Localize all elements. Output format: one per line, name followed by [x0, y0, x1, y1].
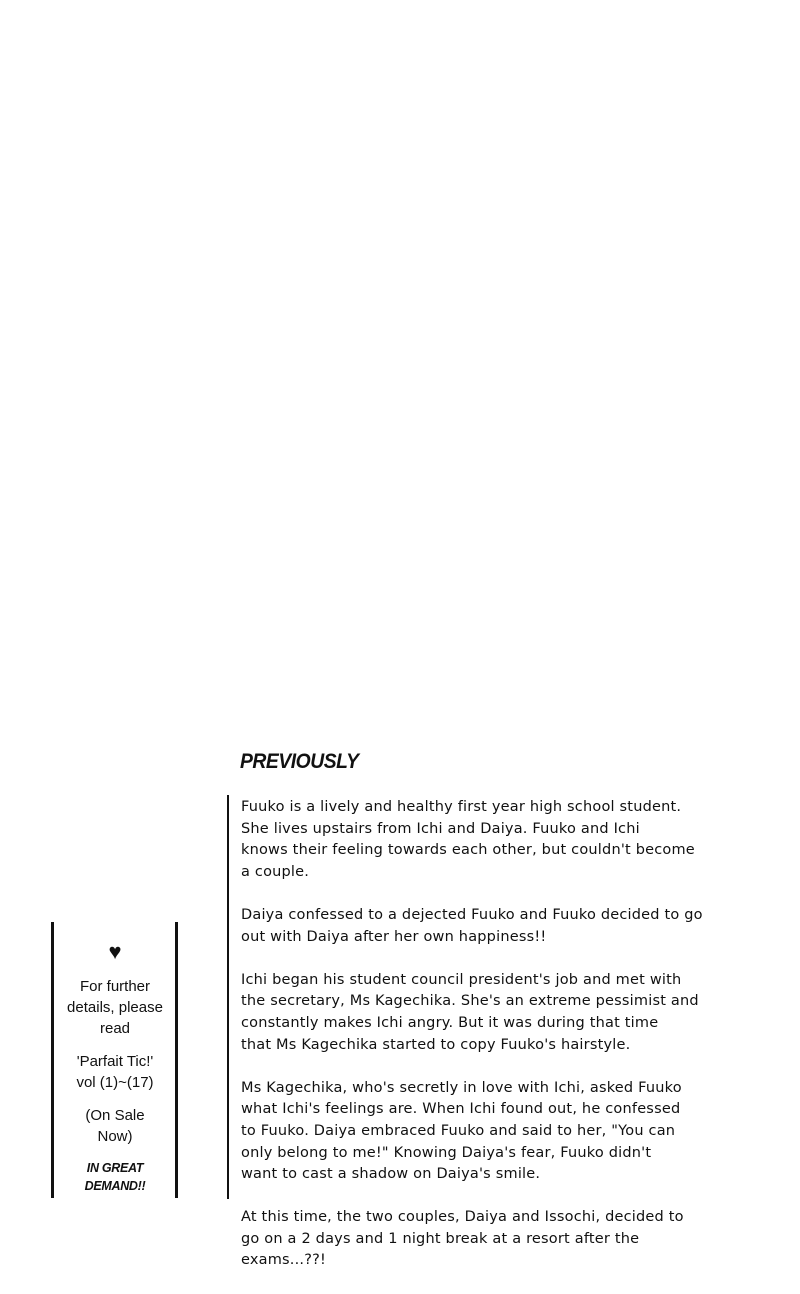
text-line: exams...??! [241, 1252, 327, 1269]
synopsis-text [241, 797, 761, 1294]
text-line: want to cast a shadow on Daiya's smile. [241, 1166, 541, 1183]
text-line: a couple. [241, 863, 310, 880]
text-line: Fuuko is a lively and healthy first year high school student. [241, 799, 682, 815]
text-line: to Fuuko. Daiya embraced Fuuko and said to her, "You can [241, 1122, 676, 1139]
text-line: what Ichi's feelings are. When Ichi found out, he confessed [241, 1101, 681, 1118]
text-line: Daiya confessed to a dejected Fuuko and Fuuko decided to go [241, 906, 703, 923]
text-line: details, please [67, 999, 163, 1016]
text-line: (On Sale [85, 1107, 145, 1124]
text-line: knows their feeling towards each other, but couldn't become [241, 842, 695, 859]
text-line: Now) [97, 1128, 133, 1145]
text-divider-line [227, 795, 229, 1199]
text-line: At this time, the two couples, Daiya and Issochi, decided to [241, 1209, 684, 1226]
text-line: that Ms Kagechika started to copy Fuuko's hairstyle. [241, 1036, 631, 1053]
paragraph [241, 1078, 761, 1186]
series-info-box [56, 940, 174, 1195]
text-line: DEMAND!! [84, 1179, 146, 1193]
text-line: She lives upstairs from Ichi and Daiya. Fuuko and Ichi [241, 820, 640, 837]
text-line: 'Parfait Tic!' [76, 1053, 154, 1070]
text-line: Ichi began his student council president's job and met with [241, 971, 682, 988]
text-line: out with Daiya after her own happiness!! [241, 928, 547, 945]
heart-icon: ♥ [108, 939, 122, 964]
text-line: IN GREAT [86, 1161, 144, 1175]
text-line: only belong to me!" Knowing Daiya's fear, Fuuko didn't [241, 1144, 652, 1161]
paragraph [241, 905, 761, 948]
sidebar-left-border [51, 922, 54, 1198]
paragraph [241, 797, 761, 883]
sidebar-right-border [175, 922, 178, 1198]
text-line: the secretary, Ms Kagechika. She's an extreme pessimist and [241, 993, 699, 1010]
text-line: vol (1)~(17) [76, 1074, 154, 1091]
sale-status [56, 1105, 174, 1147]
paragraph [241, 1207, 761, 1272]
text-line: constantly makes Ichi angry. But it was during that time [241, 1014, 659, 1031]
text-line: For further [79, 978, 151, 995]
text-line: go on a 2 days and 1 night break at a resort after the [241, 1230, 640, 1247]
details-note [56, 976, 174, 1039]
text-line: read [99, 1020, 131, 1037]
paragraph [241, 970, 761, 1056]
section-title: PREVIOUSLY [240, 750, 359, 773]
series-title [56, 1051, 174, 1093]
text-line: Ms Kagechika, who's secretly in love with Ichi, asked Fuuko [241, 1079, 682, 1096]
demand-label [56, 1159, 174, 1195]
